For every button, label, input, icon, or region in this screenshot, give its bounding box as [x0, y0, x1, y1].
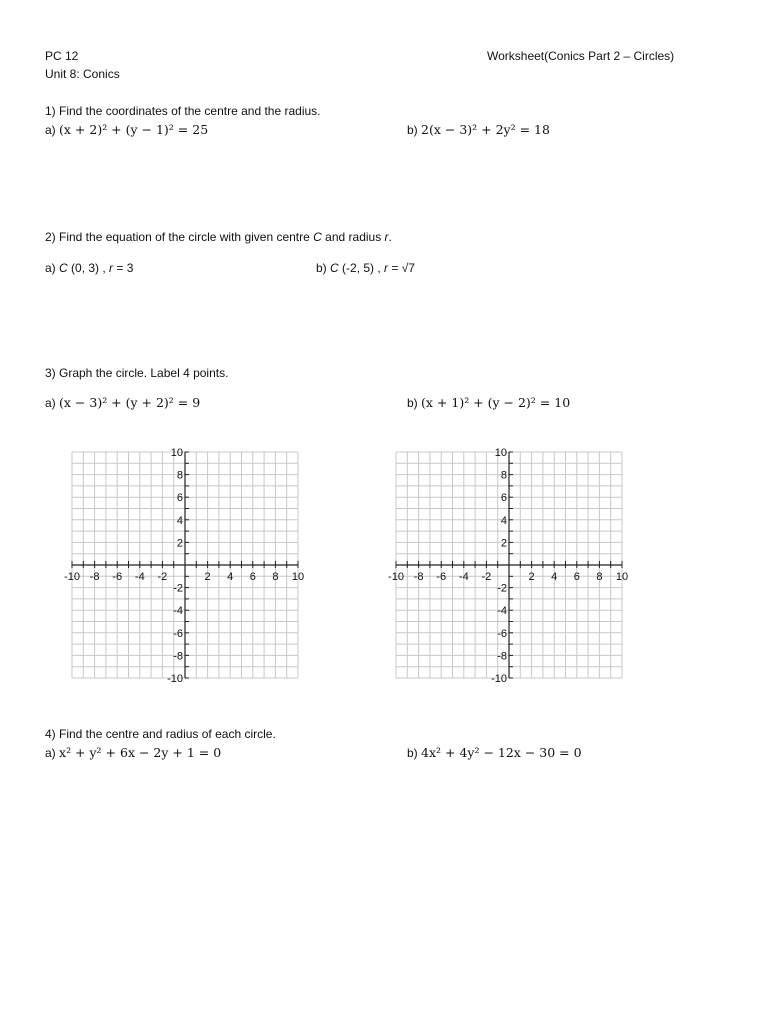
q1-part-a [45, 123, 208, 137]
y-tick-label-b: -6 [497, 627, 507, 640]
x-tick-label-a: 2 [204, 571, 211, 583]
course-name: PC 12 [45, 49, 79, 63]
x-tick-label-a: -8 [89, 571, 100, 583]
x-tick-label-b: 2 [528, 571, 535, 583]
x-tick-label-b: -6 [436, 571, 447, 583]
y-tick-label-a: -10 [167, 673, 183, 685]
y-tick-label-a: -8 [173, 650, 183, 663]
q1-b-label: b) [407, 123, 422, 137]
q1-prompt: 1) Find the coordinates of the centre and the radius. [45, 104, 321, 118]
unit-title: Unit 8: Conics [45, 67, 120, 81]
y-tick-label-a: -2 [173, 582, 183, 595]
y-tick-label-b: 10 [494, 447, 507, 459]
q2-a-centre: (0, 3) , [67, 261, 110, 275]
q2-b-radius: = √7 [388, 261, 415, 275]
y-tick-label-b: -10 [491, 673, 507, 685]
q2-b-r: r [384, 261, 389, 275]
x-tick-label-a: -2 [157, 571, 168, 583]
q4-b-equation: 4x² + 4y² − 12x − 30 = 0 [421, 745, 582, 760]
q2-a-r: r [109, 261, 114, 275]
q3-a-equation: (x − 3)² + (y + 2)² = 9 [59, 395, 201, 410]
q2-a-c: C [59, 261, 68, 275]
q2-prompt-mid: and radius [321, 230, 385, 244]
y-tick-label-a: 8 [176, 469, 183, 482]
q2-part-a [45, 261, 133, 275]
y-tick-label-b: 2 [500, 537, 507, 550]
x-tick-label-b: -8 [413, 571, 424, 583]
y-tick-label-a: 10 [170, 447, 183, 459]
y-tick-label-a: -6 [173, 627, 183, 640]
y-tick-label-a: -4 [173, 605, 183, 618]
x-tick-label-a: 10 [291, 571, 305, 583]
q2-b-c: C [330, 261, 339, 275]
q1-a-label: a) [45, 123, 60, 137]
coordinate-grid-b[interactable] [384, 444, 634, 694]
x-tick-label-b: -4 [458, 571, 469, 583]
q3-part-a [45, 396, 200, 410]
x-tick-label-b: -2 [481, 571, 492, 583]
q4-a-label: a) [45, 746, 60, 760]
q2-prompt [45, 230, 392, 244]
q1-part-b [407, 123, 550, 137]
q4-part-a [45, 746, 221, 760]
q4-prompt: 4) Find the centre and radius of each circle. [45, 727, 276, 741]
y-tick-label-a: 4 [176, 514, 183, 527]
x-tick-label-a: 4 [227, 571, 234, 583]
q1-a-equation: (x + 2)² + (y − 1)² = 25 [59, 122, 209, 137]
q2-b-label: b) [316, 261, 331, 275]
y-tick-label-b: -2 [497, 582, 507, 595]
q2-prompt-end: . [388, 230, 392, 244]
y-tick-label-b: -4 [497, 605, 507, 618]
y-tick-label-a: 2 [176, 537, 183, 550]
y-tick-label-a: 6 [176, 492, 183, 505]
q4-part-b [407, 746, 582, 760]
q2-a-radius: = 3 [113, 261, 134, 275]
x-tick-label-a: -10 [64, 571, 80, 583]
coordinate-grid-a[interactable] [60, 444, 310, 694]
q4-a-equation: x² + y² + 6x − 2y + 1 = 0 [59, 745, 222, 760]
q3-b-equation: (x + 1)² + (y − 2)² = 10 [421, 395, 571, 410]
x-tick-label-b: 6 [573, 571, 580, 583]
y-tick-label-b: 6 [500, 492, 507, 505]
x-tick-label-a: 6 [249, 571, 256, 583]
y-tick-label-b: -8 [497, 650, 507, 663]
q4-b-label: b) [407, 746, 422, 760]
x-tick-label-b: 4 [551, 571, 558, 583]
y-tick-label-b: 8 [500, 469, 507, 482]
q2-prompt-r: r [384, 230, 389, 244]
x-tick-label-a: -4 [134, 571, 145, 583]
q2-prompt-start: 2) Find the equation of the circle with given centre [45, 230, 314, 244]
q3-a-label: a) [45, 396, 60, 410]
x-tick-label-b: -10 [388, 571, 404, 583]
q3-part-b [407, 396, 570, 410]
y-tick-label-b: 4 [500, 514, 507, 527]
q1-b-equation: 2(x − 3)² + 2y² = 18 [421, 122, 550, 137]
x-tick-label-a: -6 [112, 571, 123, 583]
q2-part-b [316, 261, 415, 275]
worksheet-title: Worksheet(Conics Part 2 – Circles) [487, 49, 675, 63]
q3-b-label: b) [407, 396, 422, 410]
x-tick-label-a: 8 [272, 571, 279, 583]
q2-a-label: a) [45, 261, 60, 275]
q2-b-centre: (-2, 5) , [338, 261, 385, 275]
q3-prompt: 3) Graph the circle. Label 4 points. [45, 366, 229, 380]
q2-prompt-c: C [313, 230, 322, 244]
x-tick-label-b: 10 [615, 571, 629, 583]
x-tick-label-b: 8 [596, 571, 603, 583]
